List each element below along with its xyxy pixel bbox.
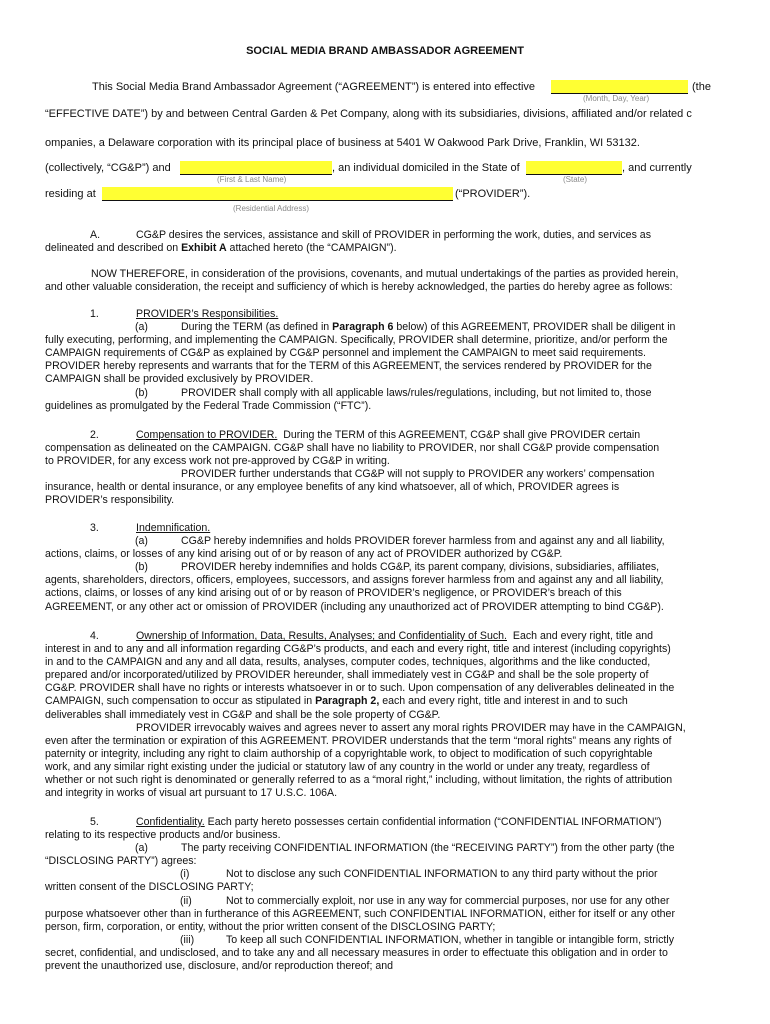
section-2-line-1: During the TERM of this AGREEMENT, CG&P shall give PROVIDER certain: [283, 429, 641, 441]
section-3-number: 3.: [90, 522, 99, 534]
section-2: [45, 429, 730, 508]
intro-line-2: “EFFECTIVE DATE”) by and between Central Garden & Pet Company, along with its subsidiaries, divisions, affiliated and/or related c: [45, 108, 692, 120]
section-4: [45, 630, 730, 800]
section-4-line-1: Each and every right, title and: [512, 630, 654, 642]
state-hint: (State): [563, 175, 588, 184]
section-2-line-6: PROVIDER’s responsibility.: [45, 494, 175, 507]
recital-a: [45, 229, 730, 255]
section-4-line-6c: each and every right, title and interest in and to such: [382, 695, 628, 708]
section-3b-line-4: AGREEMENT, or any other act or omission of PROVIDER (including any unauthorized act of PROVIDER attempting to bind CG&P).: [45, 600, 664, 613]
section-4-line-10: paternity or integrity, including any right to claim authorship of a copyrightable work, to object to modification of such copyrightable: [45, 747, 653, 760]
section-3: [45, 522, 730, 614]
intro-line-5b: (“PROVIDER”).: [455, 188, 531, 200]
section-3b-label: (b): [135, 561, 148, 574]
recital-a-line-1: CG&P desires the services, assistance and skill of PROVIDER in performing the work, duties, and services as: [136, 229, 651, 241]
section-4-line-2: interest in and to any and all information regarding CG&P’s products, and each and every right, title and interest (including copyrights): [45, 643, 671, 656]
section-3a-label: (a): [135, 535, 148, 548]
section-2-line-5: insurance, health or dental insurance, or any employee benefits of any kind whatsoever, all of which, PROVIDER agrees is: [45, 481, 620, 494]
section-4-line-4: prepared and/or incorporated/utilized by PROVIDER hereunder, shall immediately vest in CG&P and shall be the sole property of: [45, 669, 649, 682]
residential-address-field[interactable]: [102, 187, 453, 201]
section-1a-line-5: CAMPAIGN shall be provided exclusively by PROVIDER.: [45, 373, 314, 386]
section-1a-line-1c: below) of this AGREEMENT, PROVIDER shall be diligent in: [396, 321, 676, 334]
section-1b-line-2: guidelines as promulgated by the Federal Trade Commission (“FTC”).: [45, 399, 372, 412]
section-2-number: 2.: [90, 429, 99, 441]
now-therefore-line-1: NOW THEREFORE, in consideration of the provisions, covenants, and mutual undertakings of the parties as provided herein,: [91, 268, 679, 280]
section-4-line-6a: CAMPAIGN, such compensation to occur as stipulated in: [45, 695, 313, 708]
section-3b-line-1: PROVIDER hereby indemnifies and holds CG&P, its parent company, divisions, subsidiaries, affiliates,: [181, 561, 660, 574]
section-3b-line-3: actions, claims, or losses of any kind arising out of or by reason of PROVIDER’s negligence, or PROVIDER’s breach of this: [45, 587, 622, 600]
intro-line-3: ompanies, a Delaware corporation with its principal place of business at 5401 W Oakwood Park Drive, Franklin, WI 53132.: [45, 137, 640, 149]
section-5a-i-label: (i): [180, 868, 190, 881]
paragraph-2-ref: Paragraph 2,: [315, 695, 380, 708]
section-1-number: 1.: [90, 308, 99, 320]
effective-date-field[interactable]: [551, 80, 688, 94]
section-5a-i-line-1: Not to disclose any such CONFIDENTIAL INFORMATION to any third party without the prior: [226, 868, 658, 881]
document-title: SOCIAL MEDIA BRAND AMBASSADOR AGREEMENT: [246, 45, 524, 57]
section-2-heading: Compensation to PROVIDER.: [136, 429, 278, 441]
section-2-line-3: to PROVIDER, for any excess work not pre-approved by CG&P in writing.: [45, 455, 390, 468]
section-4-line-13: and integrity in works of visual art pursuant to 17 U.S.C. 106A.: [45, 787, 338, 800]
name-hint: (First & Last Name): [217, 175, 287, 184]
section-3a-line-1: CG&P hereby indemnifies and holds PROVIDER forever harmless from and against any and all liability,: [181, 535, 665, 548]
section-5-heading: Confidentiality.: [136, 816, 205, 828]
intro-line-4b: , an individual domiciled in the State of: [332, 162, 520, 174]
section-5a-ii-line-2: purpose whatsoever other than in furtherance of this AGREEMENT, such CONFIDENTIAL INFORMATION, either for itself or any other: [45, 907, 675, 920]
section-5a-iii-line-3: prevent the unauthorized use, disclosure, and/or reproduction thereof; and: [45, 960, 394, 973]
section-5-line-2: relating to its respective products and/or business.: [45, 829, 281, 842]
section-5a-iii-line-1: To keep all such CONFIDENTIAL INFORMATION, whether in tangible or intangible form, strictly: [226, 933, 675, 946]
intro-line-4c: , and currently: [622, 162, 692, 174]
section-2-line-2: compensation as delineated on the CAMPAIGN. CG&P shall have no liability to PROVIDER, nor shall CG&P provide compensation: [45, 442, 660, 455]
section-4-number: 4.: [90, 630, 99, 642]
section-1a-label: (a): [135, 321, 148, 334]
section-4-line-5: CG&P. PROVIDER shall have no rights or interests whatsoever in or to such. Upon compensation of any deliverables delineated in the: [45, 682, 675, 695]
section-5a-i-line-2: written consent of the DISCLOSING PARTY;: [45, 881, 254, 894]
section-4-line-7: deliverables shall immediately vest in CG&P and shall be the sole property of CG&P.: [45, 708, 441, 721]
section-5a-line-1: The party receiving CONFIDENTIAL INFORMATION (the “RECEIVING PARTY”) from the other party (the: [181, 842, 675, 855]
now-therefore-clause: [45, 268, 730, 294]
section-2-line-4: PROVIDER further understands that CG&P will not supply to PROVIDER any workers’ compensation: [181, 468, 655, 481]
section-5a-iii-label: (iii): [180, 933, 195, 946]
section-5a-label: (a): [135, 842, 148, 855]
section-5-number: 5.: [90, 816, 99, 828]
section-4-heading: Ownership of Information, Data, Results, Analyses; and Confidentiality of Such.: [136, 630, 507, 642]
address-hint: (Residential Address): [233, 204, 310, 213]
section-1a-line-4: PROVIDER hereby represents and warrants that for the TERM of this AGREEMENT, the services rendered by PROVIDER for the: [45, 360, 652, 373]
date-hint: (Month, Day, Year): [583, 94, 650, 103]
section-1-heading: PROVIDER’s Responsibilities.: [136, 308, 279, 320]
intro-line-4a: (collectively, “CG&P”) and: [45, 162, 171, 174]
recital-a-line-2a: delineated and described on: [45, 242, 179, 255]
section-3b-line-2: agents, shareholders, directors, officers, employees, successors, and assigns forever harmless from and against any and all liability,: [45, 574, 664, 587]
section-4-line-8: PROVIDER irrevocably waives and agrees never to assert any moral rights PROVIDER may have in the CAMPAIGN,: [136, 721, 686, 734]
state-field[interactable]: [526, 161, 622, 175]
section-1a-line-2: fully executing, performing, and implementing the CAMPAIGN. Specifically, PROVIDER shall determine, prioritize, and/or perform the: [45, 334, 668, 347]
section-4-line-11: work, and any similar right existing under the judicial or statutory law of any country in the world or under any treaty, regardless of: [45, 760, 650, 773]
section-3-heading: Indemnification.: [136, 522, 211, 534]
paragraph-6-ref: Paragraph 6: [332, 321, 394, 334]
section-4-line-12: whether or not such right is denominated or generally referred to as a “moral right,” including, without limitation, the rights of attribution: [45, 774, 673, 787]
recital-a-line-2c: attached hereto (the “CAMPAIGN”).: [229, 242, 397, 255]
provider-name-field[interactable]: [180, 161, 332, 175]
intro-line-1: This Social Media Brand Ambassador Agreement (“AGREEMENT”) is entered into effective: [92, 81, 536, 93]
section-5a-ii-line-3: person, firm, corporation, or entity, without the prior written consent of the DISCLOSING PARTY;: [45, 920, 496, 933]
intro-line-1-end: (the: [692, 81, 711, 93]
now-therefore-line-2: and other valuable consideration, the receipt and sufficiency of which is hereby acknowledged, the parties do hereby agree as follows:: [45, 281, 673, 294]
section-5-line-1: Each party hereto possesses certain confidential information (“CONFIDENTIAL INFORMATION”): [207, 816, 662, 828]
section-4-line-9: even after the termination or expiration of this AGREEMENT. PROVIDER understands that the term “moral rights” means any rights of: [45, 734, 672, 747]
section-1a-line-3: CAMPAIGN requirements of CG&P as explained by CG&P personnel and implement the CAMPAIGN to meet said requirements.: [45, 347, 646, 360]
section-4-line-3: in and to the CAMPAIGN and any and all data, results, analyses, computer codes, techniques, algorithms and the like conducted,: [45, 656, 651, 669]
section-5: [45, 816, 730, 973]
section-5a-ii-line-1: Not to commercially exploit, nor use in any way for commercial purposes, nor use for any other: [226, 894, 670, 907]
section-1b-line-1: PROVIDER shall comply with all applicable laws/rules/regulations, including, but not limited to, those: [181, 386, 652, 399]
intro-line-5a: residing at: [45, 188, 96, 200]
section-5a-iii-line-2: secret, confidential, and undisclosed, and to take any and all necessary measures in order to effectuate this obligation and in order to: [45, 946, 668, 959]
exhibit-a-ref: Exhibit A: [181, 242, 227, 255]
recital-a-label: A.: [90, 229, 101, 241]
section-1a-line-1a: During the TERM (as defined in: [181, 321, 330, 334]
section-1b-label: (b): [135, 386, 148, 399]
section-1: [45, 308, 730, 413]
section-5a-line-2: “DISCLOSING PARTY”) agrees:: [45, 855, 197, 868]
section-3a-line-2: actions, claims, or losses of any kind arising out of or by reason of any act of PROVIDER authorized by CG&P.: [45, 548, 563, 561]
section-5a-ii-label: (ii): [180, 894, 192, 907]
